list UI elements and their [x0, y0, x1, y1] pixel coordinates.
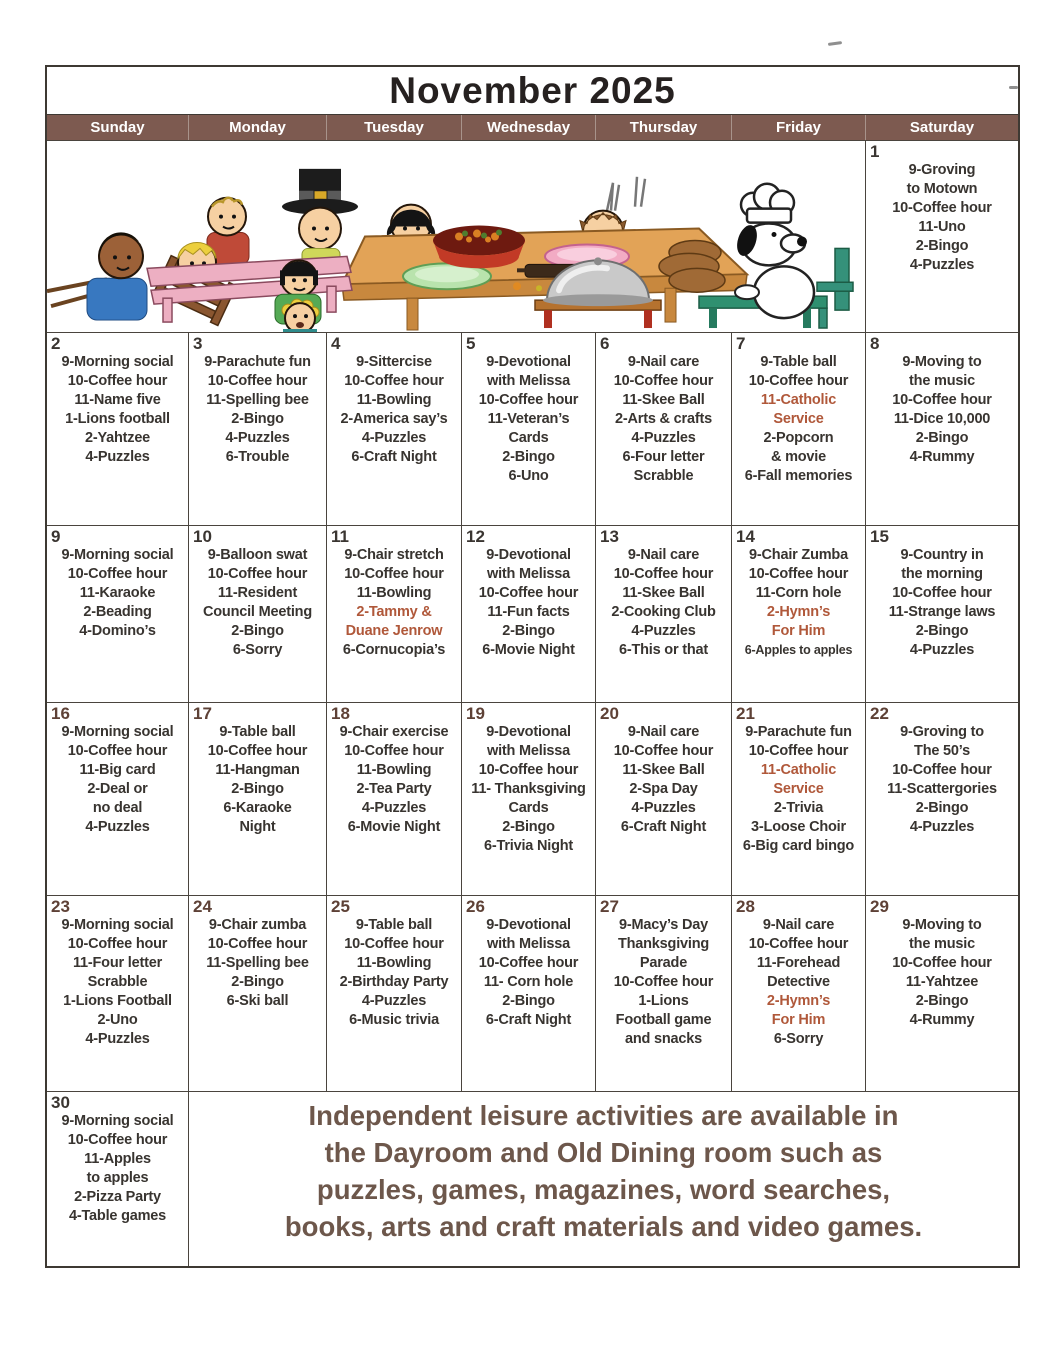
calendar-cell-1	[865, 140, 1018, 332]
event: 2-Spa Day	[629, 781, 698, 797]
calendar-title: November 2025	[389, 69, 676, 111]
event: 11-Bowling	[356, 585, 432, 601]
date-number: 14	[736, 527, 755, 546]
event: 2-Birthday Party	[339, 974, 449, 990]
events-list	[191, 546, 324, 660]
event: 11-Karaoke	[79, 585, 156, 601]
events-list	[329, 916, 459, 1030]
event: 2-Bingo	[915, 993, 969, 1009]
event: 2-Bingo	[915, 623, 969, 639]
event: 2-Popcorn & movie	[763, 430, 834, 465]
event: 2-Uno	[97, 1012, 138, 1028]
date-number: 28	[736, 897, 755, 916]
date-number: 23	[51, 897, 70, 916]
calendar-cell-27	[595, 895, 731, 1091]
event: 2-Bingo	[502, 993, 555, 1009]
date-number: 21	[736, 704, 755, 723]
event: 10-Coffee hour	[207, 373, 308, 389]
event: 2-Bingo	[231, 411, 284, 427]
event: 2-Trivia	[773, 800, 824, 816]
calendar-cell-6	[595, 332, 731, 525]
event: 9-Morning social	[61, 1113, 174, 1129]
event: 11-Skee Ball	[622, 762, 705, 778]
event: 9-Groving to Motown	[906, 162, 978, 197]
event: 11-Fun facts	[487, 604, 570, 620]
events-list	[49, 723, 186, 837]
event: 4-Domino’s	[79, 623, 156, 639]
events-list	[868, 161, 1016, 275]
event: 4-Puzzles	[85, 819, 150, 835]
event: 10-Coffee hour	[478, 762, 579, 778]
calendar-cell-12	[461, 525, 595, 702]
calendar-cell-17	[188, 702, 326, 895]
event: 6-Four letter Scrabble	[622, 449, 705, 484]
date-number: 27	[600, 897, 619, 916]
event: 11-Catholic Service	[760, 762, 837, 797]
calendar-cell-7	[731, 332, 865, 525]
event: 10-Coffee hour	[748, 373, 849, 389]
calendar-cell-20	[595, 702, 731, 895]
date-number: 22	[870, 704, 889, 723]
date-number: 19	[466, 704, 485, 723]
event: 11- Corn hole	[483, 974, 574, 990]
week-row-3	[47, 525, 1018, 702]
scan-artifact	[1009, 86, 1018, 89]
event: 2-Tammy & Duane Jenrow	[345, 604, 443, 639]
day-header-row	[47, 114, 1018, 140]
events-list	[464, 916, 593, 1030]
event: 6-Cornucopia’s	[342, 642, 446, 658]
date-number: 26	[466, 897, 485, 916]
scan-artifact	[828, 41, 842, 46]
event: 9-Country in the morning	[900, 547, 984, 582]
event: 11-Apples to apples	[84, 1151, 151, 1186]
event: 9-Devotional with Melissa	[486, 917, 571, 952]
event: 2-Bingo	[231, 974, 284, 990]
date-number: 25	[331, 897, 350, 916]
event: 1-Lions football	[65, 411, 170, 427]
event: 9-Sittercise	[356, 354, 432, 370]
event: 6-Sorry	[232, 642, 283, 658]
event: 4-Puzzles	[85, 449, 150, 465]
event: 9-Morning social	[61, 917, 174, 933]
event: 6-Apples to apples	[744, 643, 853, 657]
event: 6-Sorry	[773, 1031, 824, 1047]
event: 2-Bingo	[502, 819, 555, 835]
event: 9-Devotional with Melissa	[486, 547, 571, 582]
event: 9-Nail care	[627, 547, 700, 563]
weeks-container	[47, 332, 1018, 1091]
calendar-cell-25	[326, 895, 461, 1091]
events-list	[191, 916, 324, 1011]
event: 11-Skee Ball	[622, 585, 705, 601]
day-header-monday: Monday	[188, 115, 326, 140]
event: 9-Devotional with Melissa	[486, 724, 571, 759]
event: 3-Loose Choir	[751, 819, 846, 835]
event: 10-Coffee hour	[67, 743, 168, 759]
event: 9-Table ball	[355, 917, 433, 933]
week-row-6	[47, 1091, 1018, 1266]
activity-calendar	[45, 65, 1020, 1268]
event: 4-Puzzles	[361, 993, 427, 1009]
event: 6-This or that	[618, 642, 709, 658]
event: 11-Yahtzee	[905, 974, 979, 990]
calendar-cell-16	[47, 702, 188, 895]
event: 10-Coffee hour	[67, 566, 168, 582]
day-header-sunday: Sunday	[90, 119, 145, 136]
week-row-4	[47, 702, 1018, 895]
event: 11-Dice 10,000	[893, 411, 991, 427]
event: 2-Deal or no deal	[87, 781, 148, 816]
event: 6-Music trivia	[349, 1012, 439, 1028]
event: 10-Coffee hour	[613, 373, 714, 389]
event: 9-Nail care	[627, 724, 700, 740]
date-number: 9	[51, 527, 61, 546]
calendar-cell-2	[47, 332, 188, 525]
events-list	[598, 353, 729, 486]
event: 10-Coffee hour	[478, 585, 579, 601]
calendar-cell-29	[865, 895, 1018, 1091]
events-list	[49, 353, 186, 467]
event: 9-Morning social	[61, 354, 174, 370]
event: 9-Groving to The 50’s	[900, 724, 984, 759]
events-list	[734, 353, 863, 486]
event: 1-Lions Football game and snacks	[615, 993, 712, 1047]
date-number: 8	[870, 334, 880, 353]
date-number: 2	[51, 334, 61, 353]
event: 10-Coffee hour	[748, 936, 849, 952]
event: 4-Puzzles	[909, 642, 975, 658]
events-list	[734, 916, 863, 1049]
date-number: 5	[466, 334, 476, 353]
date-number: 13	[600, 527, 619, 546]
event: 11-Big card	[79, 762, 156, 778]
calendar-cell-21	[731, 702, 865, 895]
events-list	[868, 546, 1016, 660]
event: 2-Bingo	[502, 623, 555, 639]
event: 4-Puzzles	[631, 623, 696, 639]
calendar-cell-9	[47, 525, 188, 702]
title-row	[47, 67, 1018, 114]
event: 9-Parachute fun	[745, 724, 852, 740]
day-header-saturday: Saturday	[865, 115, 1018, 140]
event: 2-Beading	[83, 604, 152, 620]
event: 6-Movie Night	[482, 642, 575, 658]
event: 10-Coffee hour	[748, 743, 849, 759]
events-list	[734, 546, 863, 660]
event: 11- Thanksgiving Cards	[471, 781, 586, 816]
event: 11-Four letter Scrabble	[72, 955, 163, 990]
event: 11-Bowling	[356, 762, 432, 778]
event: 11-Catholic Service	[760, 392, 837, 427]
event: 4-Puzzles	[361, 430, 427, 446]
event: 4-Puzzles	[225, 430, 290, 446]
events-list	[191, 723, 324, 837]
event: 9-Chair exercise	[339, 724, 449, 740]
event: 2-Cooking Club	[611, 604, 716, 620]
events-list	[49, 1112, 186, 1226]
events-list	[598, 546, 729, 660]
event: 6-Big card bingo	[742, 838, 855, 854]
calendar-cell-28	[731, 895, 865, 1091]
date-number: 1	[870, 142, 880, 161]
event: 10-Coffee hour	[892, 392, 992, 408]
event: 6-Karaoke Night	[223, 800, 292, 835]
date-number: 30	[51, 1093, 70, 1112]
calendar-cell-18	[326, 702, 461, 895]
event: 4-Rummy	[909, 449, 975, 465]
events-list	[329, 723, 459, 837]
event: 10-Coffee hour	[478, 955, 579, 971]
calendar-cell-8	[865, 332, 1018, 525]
event: 2-Arts & crafts	[615, 411, 712, 427]
event: 11-Uno	[918, 219, 966, 235]
date-number: 20	[600, 704, 619, 723]
event: 2-Tea Party	[356, 781, 432, 797]
week-row-1	[47, 140, 1018, 332]
event: 9-Macy’s Day Thanksgiving Parade	[617, 917, 710, 971]
event: 9-Parachute fun	[204, 354, 311, 370]
calendar-cell-13	[595, 525, 731, 702]
calendar-cell-19	[461, 702, 595, 895]
event: 4-Table games	[68, 1208, 167, 1224]
event: 9-Chair Zumba	[749, 547, 848, 563]
event: 11-Resident Council Meeting	[203, 585, 312, 620]
event: 2-Bingo	[231, 781, 284, 797]
event: 9-Nail care	[627, 354, 700, 370]
peanuts-thanksgiving-illustration	[47, 141, 865, 332]
date-number: 7	[736, 334, 746, 353]
event: 2-Bingo	[502, 449, 555, 465]
event: 10-Coffee hour	[892, 585, 992, 601]
event: 2-Bingo	[915, 800, 969, 816]
date-number: 17	[193, 704, 212, 723]
event: 11-Scattergories	[887, 781, 997, 797]
event: 11-Name five	[74, 392, 161, 408]
independent-activities-note: Independent leisure activities are available in the Dayroom and Old Dining room such as puzzles, games, magazines, word searches, books, arts and craft materials and video games.	[284, 1100, 923, 1242]
event: 9-Nail care	[762, 917, 835, 933]
event: 10-Coffee hour	[613, 974, 714, 990]
event: 10-Coffee hour	[613, 743, 714, 759]
calendar-cell-15	[865, 525, 1018, 702]
events-list	[868, 353, 1016, 467]
event: 6-Ski ball	[226, 993, 289, 1009]
peanuts-illustration-cell	[47, 140, 865, 332]
date-number: 4	[331, 334, 341, 353]
events-list	[598, 723, 729, 837]
event: 11-Corn hole	[755, 585, 842, 601]
events-list	[329, 353, 459, 467]
event: 10-Coffee hour	[344, 743, 444, 759]
event: 10-Coffee hour	[478, 392, 579, 408]
calendar-cell-30	[47, 1091, 188, 1266]
calendar-cell-22	[865, 702, 1018, 895]
date-number: 10	[193, 527, 212, 546]
event: 9-Chair stretch	[344, 547, 444, 563]
event: 9-Morning social	[61, 724, 174, 740]
calendar-cell-23	[47, 895, 188, 1091]
events-list	[868, 916, 1016, 1030]
event: 11-Veteran’s Cards	[487, 411, 570, 446]
calendar-cell-11	[326, 525, 461, 702]
event: 9-Morning social	[61, 547, 174, 563]
date-number: 16	[51, 704, 70, 723]
event: 9-Balloon swat	[207, 547, 308, 563]
event: 4-Rummy	[909, 1012, 975, 1028]
date-number: 12	[466, 527, 485, 546]
event: 10-Coffee hour	[892, 200, 992, 216]
date-number: 11	[331, 527, 349, 546]
event: 2-America say’s	[340, 411, 448, 427]
day-header-friday: Friday	[731, 115, 865, 140]
event: 6-Movie Night	[347, 819, 441, 835]
calendar-cell-3	[188, 332, 326, 525]
events-list	[464, 353, 593, 486]
events-list	[191, 353, 324, 467]
event: 2-Bingo	[915, 238, 969, 254]
event: 4-Puzzles	[909, 257, 975, 273]
event: 6-Craft Night	[620, 819, 707, 835]
event: 11-Forehead Detective	[756, 955, 841, 990]
event: 9-Table ball	[760, 354, 837, 370]
event: 10-Coffee hour	[67, 1132, 168, 1148]
event: 2-Pizza Party	[74, 1189, 161, 1205]
event: 6-Fall memories	[744, 468, 853, 484]
day-header-tuesday: Tuesday	[326, 115, 461, 140]
date-number: 24	[193, 897, 212, 916]
events-list	[49, 546, 186, 641]
date-number: 18	[331, 704, 350, 723]
event: 4-Puzzles	[631, 430, 696, 446]
event: 2-Hymn’s For Him	[766, 993, 831, 1028]
events-list	[598, 916, 729, 1049]
event: 6-Trivia Night	[483, 838, 574, 854]
event: 9-Chair zumba	[208, 917, 307, 933]
event: 6-Craft Night	[351, 449, 437, 465]
week-row-2	[47, 332, 1018, 525]
event: 11-Spelling bee	[206, 392, 309, 408]
date-number: 29	[870, 897, 889, 916]
day-header-thursday: Thursday	[595, 115, 731, 140]
day-header-wednesday: Wednesday	[461, 115, 595, 140]
date-number: 6	[600, 334, 610, 353]
event: 10-Coffee hour	[892, 955, 992, 971]
calendar-cell-10	[188, 525, 326, 702]
note-cell	[188, 1091, 1018, 1266]
event: 9-Table ball	[219, 724, 296, 740]
event: 10-Coffee hour	[613, 566, 714, 582]
event: 11-Hangman	[215, 762, 300, 778]
event: 2-Bingo	[915, 430, 969, 446]
event: 2-Yahtzee	[84, 430, 151, 446]
event: 9-Moving to the music	[902, 354, 982, 389]
events-list	[464, 546, 593, 660]
event: 11-Spelling bee	[206, 955, 309, 971]
event: 10-Coffee hour	[207, 936, 308, 952]
event: 6-Uno	[508, 468, 549, 484]
calendar-cell-14	[731, 525, 865, 702]
events-list	[49, 916, 186, 1049]
event: 10-Coffee hour	[207, 743, 308, 759]
event: 10-Coffee hour	[344, 936, 444, 952]
events-list	[734, 723, 863, 856]
event: 11-Bowling	[356, 392, 432, 408]
event: 4-Puzzles	[361, 800, 427, 816]
event: 4-Puzzles	[909, 819, 975, 835]
event: 11-Strange laws	[888, 604, 996, 620]
date-number: 3	[193, 334, 203, 353]
event: 2-Hymn’s For Him	[766, 604, 831, 639]
event: 11-Bowling	[356, 955, 432, 971]
event: 10-Coffee hour	[748, 566, 849, 582]
events-list	[464, 723, 593, 856]
event: 4-Puzzles	[631, 800, 696, 816]
date-number: 15	[870, 527, 889, 546]
events-list	[329, 546, 459, 660]
event: 4-Puzzles	[85, 1031, 150, 1047]
calendar-cell-26	[461, 895, 595, 1091]
calendar-cell-5	[461, 332, 595, 525]
event: 6-Trouble	[225, 449, 290, 465]
event: 1-Lions Football	[63, 993, 172, 1009]
event: 2-Bingo	[231, 623, 284, 639]
event: 6-Craft Night	[485, 1012, 572, 1028]
event: 10-Coffee hour	[344, 566, 444, 582]
event: 10-Coffee hour	[67, 373, 168, 389]
week-row-5	[47, 895, 1018, 1091]
event: 10-Coffee hour	[344, 373, 444, 389]
event: 9-Devotional with Melissa	[486, 354, 571, 389]
event: 9-Moving to the music	[902, 917, 982, 952]
calendar-cell-24	[188, 895, 326, 1091]
events-list	[868, 723, 1016, 837]
event: 10-Coffee hour	[892, 762, 992, 778]
calendar-cell-4	[326, 332, 461, 525]
event: 10-Coffee hour	[207, 566, 308, 582]
event: 11-Skee Ball	[622, 392, 705, 408]
event: 10-Coffee hour	[67, 936, 168, 952]
